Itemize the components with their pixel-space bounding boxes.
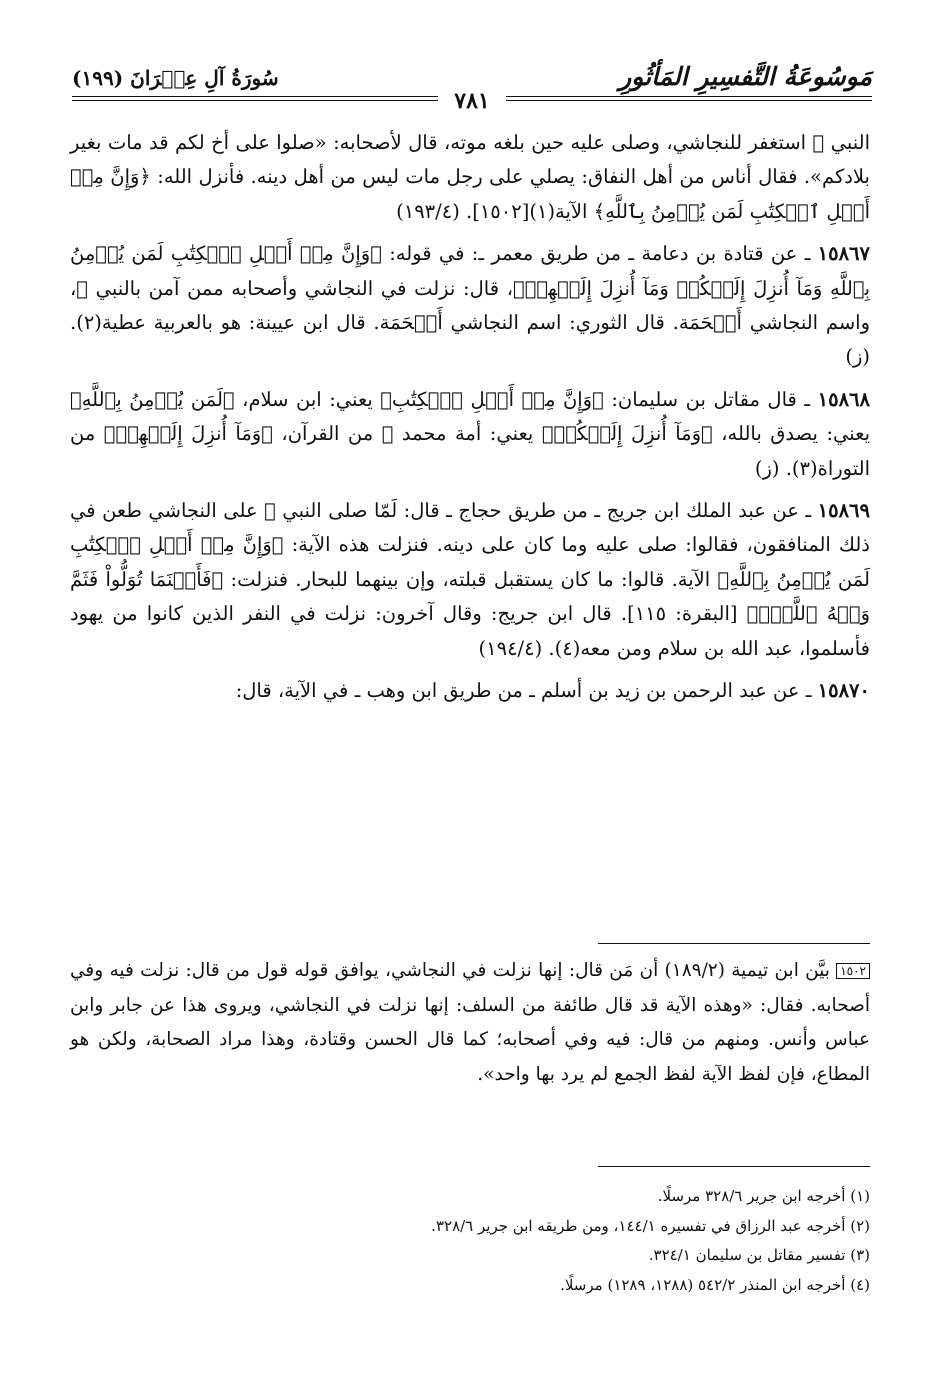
- entry-number: ١٥٨٦٧: [817, 242, 870, 266]
- commentary-text: بيَّن ابن تيمية (١٨٩/٢) أن مَن قال: إنها نزلت في النجاشي، يوافق قوله قول من قال: نزلت فيه وفي أصحابه. فقال: «وهذه الآية قد قال طائفة من السلف: إنها نزلت في النجاشي، ويروى هذا عن جابر وابن عباس وأنس. ومنهم من قال: فيه وفي أصحابه؛ كما قال الحسن وقتادة، وهذا مراد الصحابة، ولكن هو المطاع، فإن لفظ الآية لفظ الجمع لم يرد بها واحد».: [70, 960, 870, 1085]
- footnote-4: (٤) أخرجه ابن المنذر ٥٤٢/٢ (١٢٨٨، ١٢٨٩) مرسلًا.: [560, 1275, 870, 1294]
- page-header: [72, 58, 872, 116]
- entry-number: ١٥٨٧٠: [817, 679, 870, 703]
- page-number-wrap: [72, 88, 872, 114]
- footnote-3: (٣) تفسير مقاتل بن سليمان ٣٢٤/١.: [648, 1246, 870, 1264]
- footnote-2: (٢) أخرجه عبد الرزاق في تفسيره ١٤٤/١، ومن طريقه ابن جرير ٣٢٨/٦.: [431, 1216, 870, 1235]
- entry-text: ـ قال مقاتل بن سليمان: ﴿وَإِنَّ مِنۡ أَهۡلِ ٱلۡكِتَٰبِ﴾ يعني: ابن سلام، ﴿لَمَن يُؤۡمِنُ بِٱللَّهِ﴾ يعني: يصدق بالله، ﴿وَمَآ أُنزِلَ إِلَيۡكُمۡ﴾ يعني: أمة محمد ﷺ من القرآن، ﴿وَمَآ أُنزِلَ إِلَيۡهِمۡ﴾ من التوراة(٣). (ز): [70, 387, 870, 480]
- sura-title: سُورَةُ آلِ عِمۡرَانَ (١٩٩): [72, 66, 279, 90]
- paragraph-5: [70, 674, 870, 708]
- book-title: مَوسُوعَةُ التَّفسِيرِ المَأثُورِ: [619, 62, 872, 91]
- entry-text: ـ عن عبد الملك ابن جريج ـ من طريق حجاج ـ قال: لَمّا صلى النبي ﷺ على النجاشي طعن في ذلك المنافقون، فقالوا: صلى عليه وما كان على دينه. فنزلت هذه الآية: ﴿وَإِنَّ مِنۡ أَهۡلِ ٱلۡكِتَٰبِ لَمَن يُؤۡمِنُ بِٱللَّهِ﴾ الآية. قالوا: ما كان يستقبل قبلته، وإن بينهما للبحار. فنزلت: ﴿فَأَيۡنَمَا تُوَلُّواْ فَثَمَّ وَجۡهُ ٱللَّهِۚ﴾ [البقرة: ١١٥]. قال ابن جريج: وقال آخرون: نزلت في النفر الذين كانوا من يهود فأسلموا، عبد الله بن سلام ومن معه(٤). (١٩٤/٤): [70, 499, 870, 660]
- main-text: [70, 126, 870, 717]
- footnotes: [70, 1182, 870, 1300]
- paragraph-2: [70, 237, 870, 375]
- paragraph-3: [70, 383, 870, 486]
- entry-text: ـ عن عبد الرحمن بن زيد بن أسلم ـ من طريق ابن وهب ـ في الآية، قال:: [235, 679, 818, 703]
- page-number: ٧٨١: [438, 88, 505, 114]
- commentary-box-number: ١٥٠٢: [836, 963, 870, 979]
- entry-number: ١٥٨٦٩: [817, 499, 870, 523]
- paragraph-1: النبي ﷺ استغفر للنجاشي، وصلى عليه حين بلغه موته، قال لأصحابه: «صلوا على أخ لكم قد مات بغير بلادكم». فقال أناس من أهل النفاق: يصلي على رجل مات ليس من أهل دينه. فأنزل الله: ﴿وَإِنَّ مِنۡ أَهۡلِ ٱلۡكِتَٰبِ لَمَن يُؤۡمِنُ بِٱللَّهِ﴾ الآية(١)[١٥٠٢]. (١٩٣/٤): [70, 131, 870, 223]
- footnote-1: (١) أخرجه ابن جرير ٣٢٨/٦ مرسلًا.: [657, 1187, 870, 1205]
- commentary-note: [70, 954, 870, 1092]
- entry-text: ـ عن قتادة بن دعامة ـ من طريق معمر ـ: في قوله: ﴿وَإِنَّ مِنۡ أَهۡلِ ٱلۡكِتَٰبِ لَمَن يُؤۡمِنُ بِٱللَّهِ وَمَآ أُنزِلَ إِلَيۡكُمۡ وَمَآ أُنزِلَ إِلَيۡهِمۡ﴾، قال: نزلت في النجاشي وأصحابه ممن آمن بالنبي ﷺ، واسم النجاشي أَصۡحَمَة. قال الثوري: اسم النجاشي أَصۡحَمَة. قال ابن عيينة: هو بالعربية عطية(٢). (ز): [70, 242, 870, 369]
- paragraph-4: [70, 494, 870, 666]
- entry-number: ١٥٨٦٨: [817, 387, 870, 411]
